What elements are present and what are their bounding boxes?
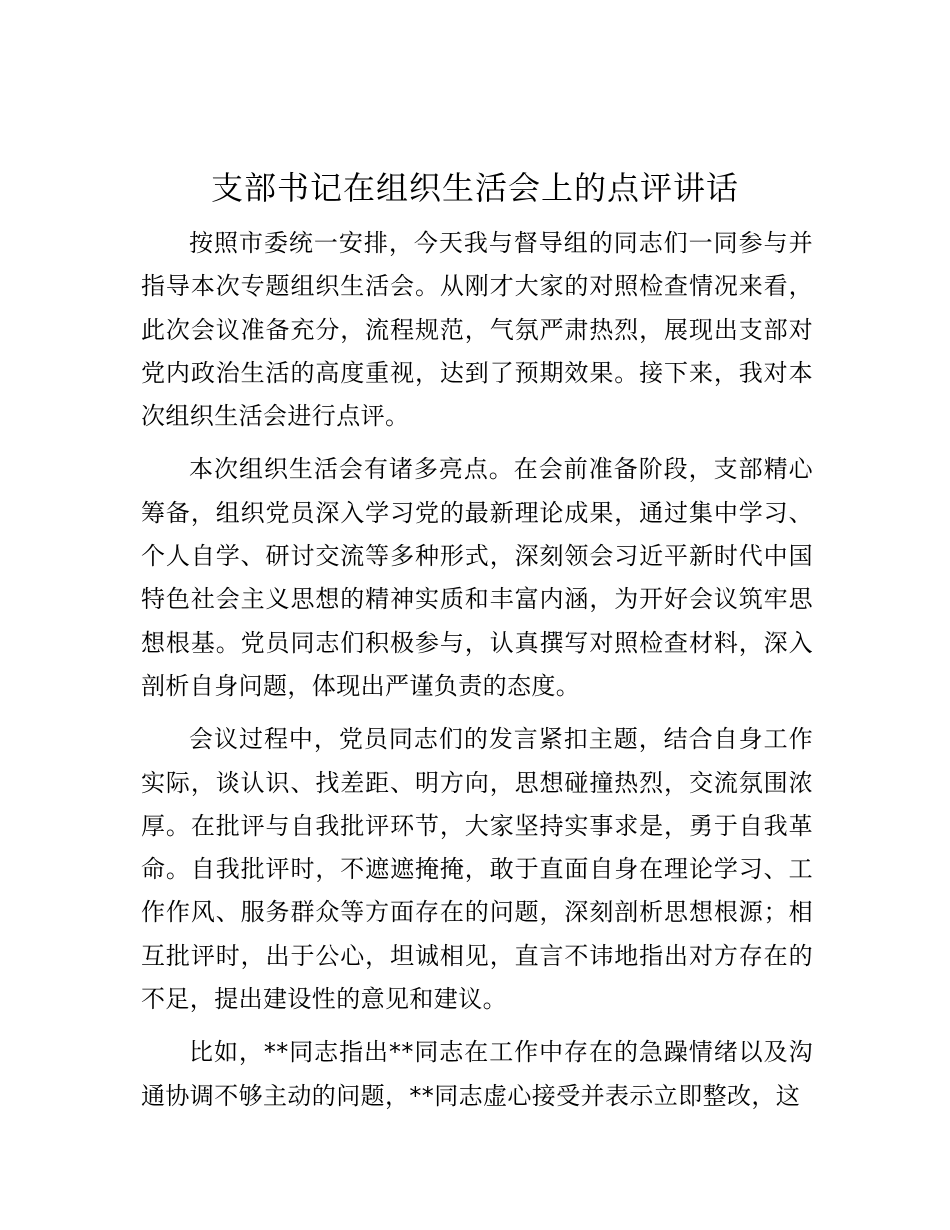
paragraph-2: 本次组织生活会有诸多亮点。在会前准备阶段，支部精心筹备，组织党员深入学习党的最新理论成果，通过集中学习、个人自学、研讨交流等多种形式，深刻领会习近平新时代中国特色社会主义思想的精神实质和丰富内涵，为开好会议筑牢思想根基。党员同志们积极参与，认真撰写对照检查材料，深入剖析自身问题，体现出严谨负责的态度。 — [141, 455, 813, 700]
paragraph-4: 比如，**同志指出**同志在工作中存在的急躁情绪以及沟通协调不够主动的问题，**同志虚心接受并表示立即整改，这 — [141, 1038, 813, 1110]
paragraph-3: 会议过程中，党员同志们的发言紧扣主题，结合自身工作实际，谈认识、找差距、明方向，思想碰撞热烈，交流氛围浓厚。在批评与自我批评环节，大家坚持实事求是，勇于自我革命。自我批评时，不遮遮掩掩，敢于直面自身在理论学习、工作作风、服务群众等方面存在的问题，深刻剖析思想根源；相互批评时，出于公心，坦诚相见，直言不讳地指出对方存在的不足，提出建设性的意见和建议。 — [141, 725, 813, 1014]
document-body — [141, 222, 813, 1128]
document-title: 支部书记在组织生活会上的点评讲话 — [210, 169, 739, 207]
paragraph-1: 按照市委统一安排，今天我与督导组的同志们一同参与并指导本次专题组织生活会。从刚才大家的对照检查情况来看，此次会议准备充分，流程规范，气氛严肃热烈，展现出支部对党内政治生活的高度重视，达到了预期效果。接下来，我对本次组织生活会进行点评。 — [141, 229, 813, 431]
